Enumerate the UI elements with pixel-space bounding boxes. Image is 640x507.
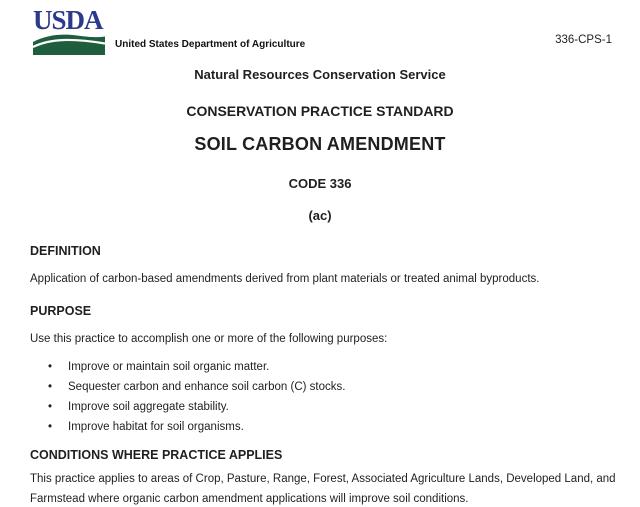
page-title: SOIL CARBON AMENDMENT bbox=[194, 134, 446, 154]
purpose-bullet-item: • Improve habitat for soil organisms. bbox=[30, 417, 620, 437]
purpose-heading: PURPOSE bbox=[30, 304, 92, 318]
document-number: 336-CPS-1 bbox=[555, 34, 612, 46]
document-body bbox=[30, 243, 620, 507]
definition-heading: DEFINITION bbox=[30, 244, 101, 258]
practice-unit: (ac) bbox=[308, 208, 332, 223]
purpose-bullet-item: • Improve or maintain soil organic matter. bbox=[30, 357, 620, 377]
purpose-bullet-item: • Improve soil aggregate stability. bbox=[30, 397, 620, 417]
practice-code: CODE 336 bbox=[288, 176, 352, 191]
conditions-heading: CONDITIONS WHERE PRACTICE APPLIES bbox=[30, 448, 283, 462]
purpose-bullet-list bbox=[30, 357, 620, 437]
usda-logo-wordmark: USDA bbox=[33, 5, 103, 35]
usda-field-swoosh-icon bbox=[33, 33, 105, 55]
purpose-intro-text: Use this practice to accomplish one or more of the following purposes: bbox=[30, 333, 388, 345]
agency-name: Natural Resources Conservation Service bbox=[194, 67, 446, 82]
conditions-text: This practice applies to areas of Crop, Pasture, Range, Forest, Associated Agriculture Lands, Developed Land, and Farmstead where organic carbon amendment applications will improve soil conditions. bbox=[30, 473, 616, 505]
department-label: United States Department of Agriculture bbox=[115, 39, 306, 50]
standard-label: CONSERVATION PRACTICE STANDARD bbox=[186, 103, 454, 119]
definition-text: Application of carbon-based amendments derived from plant materials or treated animal byproducts. bbox=[30, 273, 540, 285]
purpose-bullet-item: • Sequester carbon and enhance soil carbon (C) stocks. bbox=[30, 377, 620, 397]
